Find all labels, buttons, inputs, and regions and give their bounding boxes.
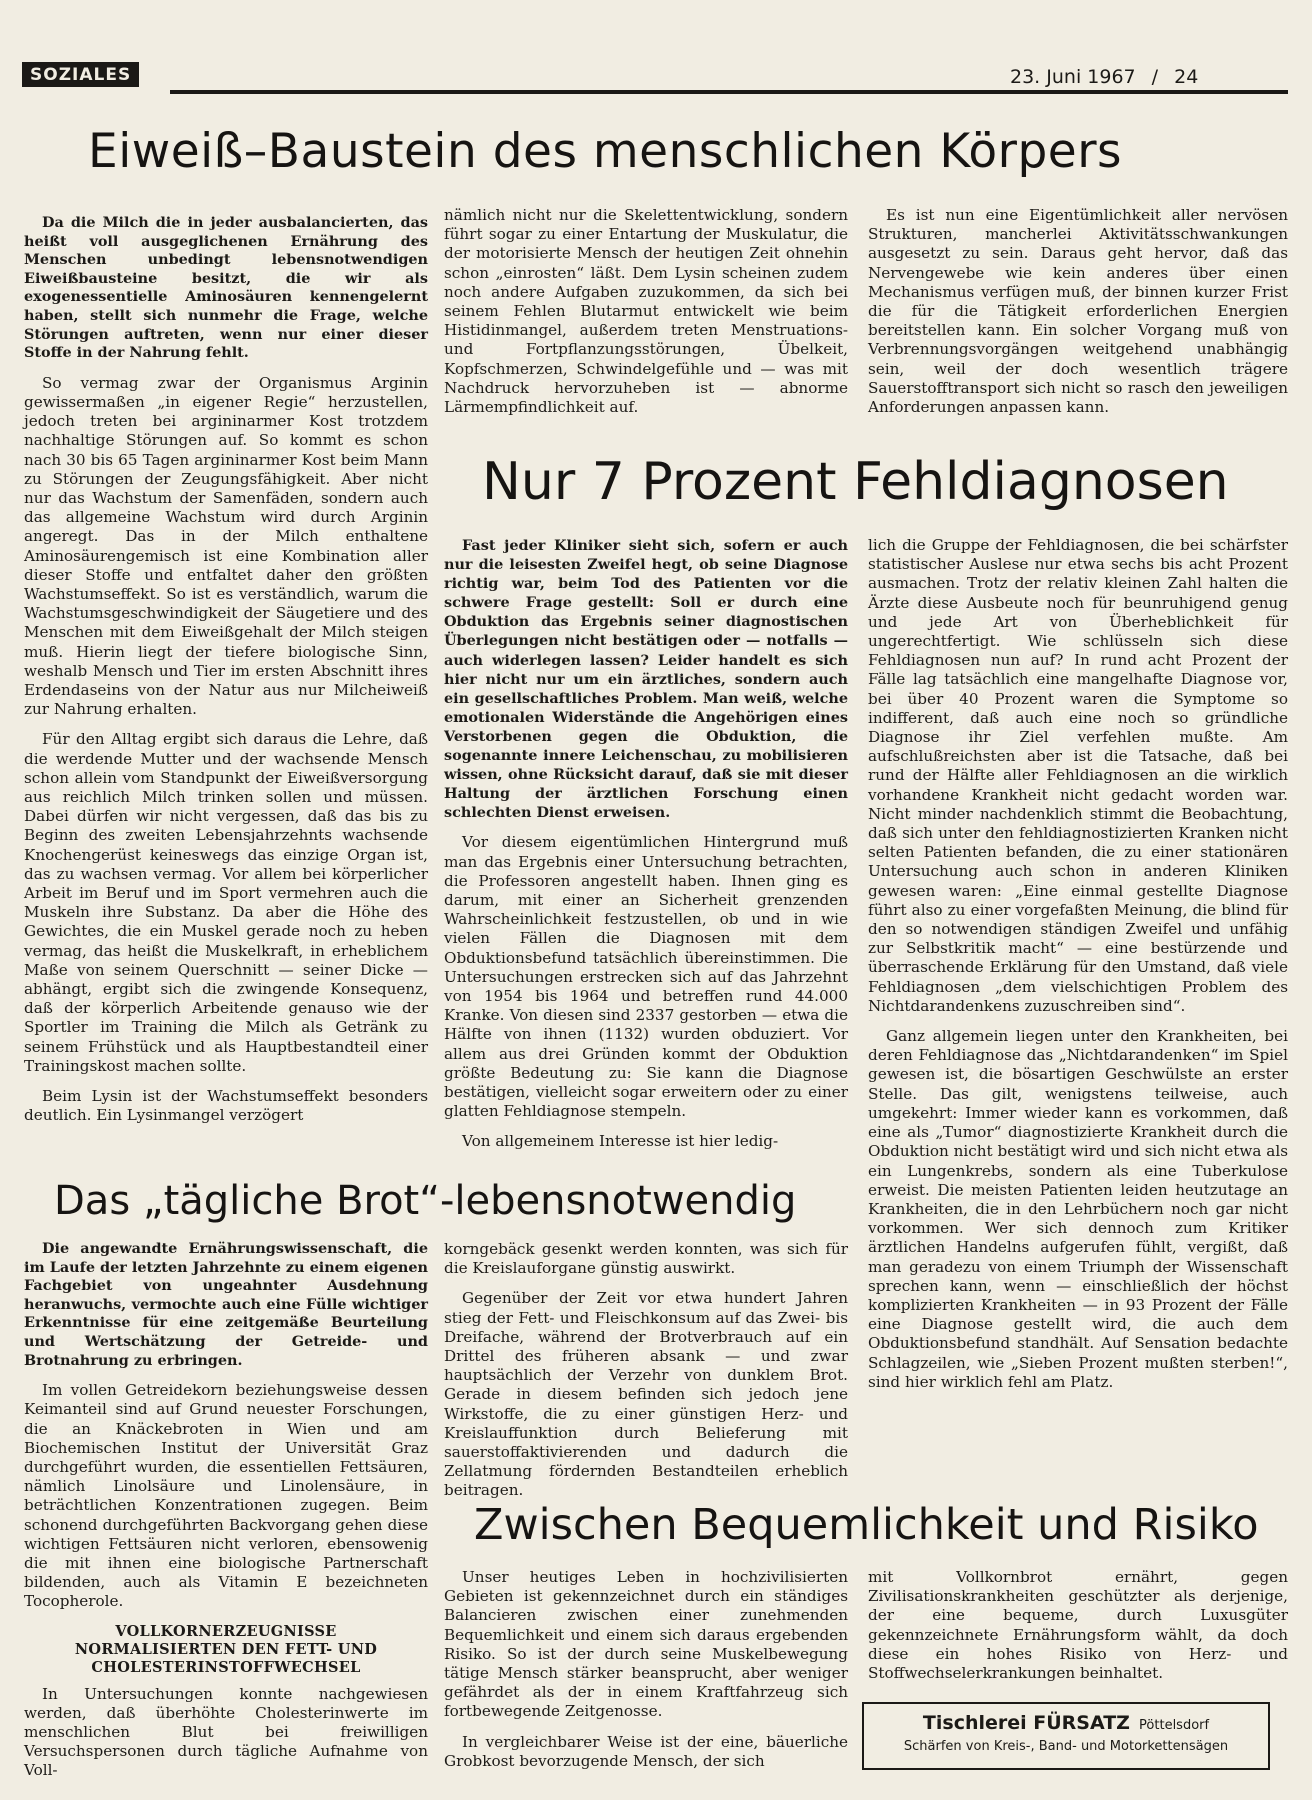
issue-date: 23. Juni 1967 xyxy=(1010,66,1136,88)
article1-paragraph: Beim Lysin ist der Wachstumseffekt besonders deutlich. Ein Lysinmangel verzögert xyxy=(24,1087,428,1125)
article3-col1 xyxy=(24,1240,428,1792)
article1-col1 xyxy=(24,214,428,1136)
article1-title: Eiweiß–Baustein des menschlichen Körpers xyxy=(88,124,1123,179)
article4-title: Zwischen Bequemlichkeit und Risiko xyxy=(474,1500,1259,1550)
article1-paragraph: So vermag zwar der Organismus Arginin gewissermaßen „in eigener Regie“ herzustellen, jedoch treten bei argininarmer Kost trotzdem nachhaltige Störungen auf. So kommt es schon nach 30 bis 65 Tagen argininarmer Kost beim Mann zu Störungen der Zeugungsfähigkeit. Aber nicht nur das Wachstum der Samenfäden, sondern auch das allgemeine Wachstum wird durch Arginin angeregt. Das in der Milch enthaltene Aminosäurengemisch ist eine Kombination aller dieser Stoffe und entfaltet daher den größten Wachstumseffekt. So ist es verständlich, warum die Wachstumsgeschwindigkeit der Säugetiere und des Menschen mit dem Eiweißgehalt der Milch steigen muß. Hierin liegt der tiefere biologische Sinn, weshalb Mensch und Tier im ersten Abschnitt ihres Erdendaseins von der Natur aus nur Milcheiweiß zur Nahrung erhalten. xyxy=(24,373,428,719)
article3-paragraph: korngebäck gesenkt werden konnten, was sich für die Kreislauforgane günstig auswirkt. xyxy=(444,1240,848,1278)
article2-paragraph: Ganz allgemein liegen unter den Krankheiten, bei deren Fehldiagnose das „Nichtdarandenken“ im Spiel gewesen ist, die bösartigen Geschwülste an erster Stelle. Das gilt, wenigstens teilweise, auch umgekehrt: Immer wieder kann es vorkommen, daß eine als „Tumor“ diagnostizierte Krankheit durch die Obduktion nicht bestätigt wird und sich nicht etwa als ein Lungenkrebs, sondern als eine Tuberkulose erweist. Die meisten Patienten leiden heutzutage an Krankheiten, die in den Lehrbüchern noch gar nicht vorkommen. Wer sich dennoch zum Kritiker ärztlichen Handelns aufgerufen fühlt, vergißt, daß man geradezu von einem Triumph der Wissenschaft sprechen kann, wenn — einschließlich der höchst komplizierten Krankheiten — in 93 Prozent der Fälle eine Diagnose gestellt wird, die auch dem Obduktionsbefund standhält. Auf Sensation bedachte Schlagzeilen, wie „Sieben Prozent mußten sterben!“, sind hier wirklich fehl am Platz. xyxy=(868,1027,1288,1391)
article2-paragraph: Vor diesem eigentümlichen Hintergrund muß man das Ergebnis einer Untersuchung betrachten, die Professoren angestellt haben. Ihnen ging es darum, mit einer an Sicherheit grenzenden Wahrscheinlichkeit festzustellen, ob und in wie vielen Fällen die Diagnosen mit dem Obduktionsbefund tatsächlich übereinstimmen. Die Untersuchungen erstrecken sich auf das Jahrzehnt von 1954 bis 1964 und betreffen rund 44.000 Kranke. Von diesen sind 2337 gestorben — etwa die Hälfte von ihnen (1132) wurden obduziert. Vor allem aus drei Gründen kommt der Obduktion größte Bedeutung zu: Sie kann die Diagnose bestätigen, vielleicht sogar erweitern oder zu einer glatten Fehldiagnose stempeln. xyxy=(444,833,848,1121)
article1-paragraph: nämlich nicht nur die Skelettentwicklung, sondern führt sogar zu einer Entartung der Muskulatur, die der motorisierte Mensch der heutigen Zeit ohnehin schon „einrosten“ läßt. Dem Lysin scheinen zudem noch andere Aufgaben zuzukommen, da sich bei seinem Fehlen Blutarmut entwickelt wie beim Histidinmangel, außerdem treten Menstruations- und Fortpflanzungsstörungen, Übelkeit, Kopfschmerzen, Schwindelgefühle und — was mit Nachdruck hervorzuheben ist — abnorme Lärmempfindlichkeit auf. xyxy=(444,206,848,417)
article3-paragraph: In Untersuchungen konnte nachgewiesen werden, daß überhöhte Cholesterinwerte im menschlichen Blut bei freiwilligen Versuchspersonen durch tägliche Aufnahme von Voll- xyxy=(24,1684,428,1780)
header-date-line xyxy=(1010,66,1198,88)
article4-paragraph: In vergleichbarer Weise ist der eine, bäuerliche Grobkost bevorzugende Mensch, der sich xyxy=(444,1732,848,1770)
advertisement-box xyxy=(862,1702,1270,1770)
section-tag: SOZIALES xyxy=(22,62,139,87)
page-number: 24 xyxy=(1174,66,1199,88)
article1-col3 xyxy=(868,206,1288,428)
article3-col2 xyxy=(444,1240,848,1512)
article3-lead: Die angewandte Ernährungswissenschaft, die im Laufe der letzten Jahrzehnte zu einem eigenen Fachgebiet von ungeahnter Ausdehnung heranwuchs, vermochte auch eine Fülle wichtiger Erkenntnisse für eine zeitgemäße Beurteilung und Wertschätzung der Getreide- und Brotnahrung zu erbringen. xyxy=(24,1240,428,1369)
article2-col1 xyxy=(444,536,848,1163)
article2-paragraph: Von allgemeinem Interesse ist hier ledig- xyxy=(462,1132,779,1151)
article3-title: Das „tägliche Brot“-lebensnotwendig xyxy=(54,1178,797,1224)
article3-paragraph: Gegenüber der Zeit vor etwa hundert Jahren stieg der Fett- und Fleischkonsum auf das Zwei- bis Dreifache, während der Brotverbrauch auf ein Drittel des früheren absank — und zwar hauptsächlich der Verzehr von dunklem Brot. Gerade in diesem befinden sich jedoch jene Wirkstoffe, die zu einer günstigen Herz- und Kreislauffunktion durch Belieferung mit sauerstoffaktivierenden und dadurch die Zellatmung fördernden Bestandteilen erheblich beitragen. xyxy=(444,1289,848,1500)
article2-paragraph: lich die Gruppe der Fehldiagnosen, die bei schärfster statistischer Auslese nur etwa sechs bis acht Prozent ausmachen. Trotz der relativ kleinen Zahl halten die Ärzte diese Ausbeute noch für beunruhigend genug und jede Art von Überheblichkeit für ungerechtfertigt. Wie schlüsseln sich diese Fehldiagnosen nun auf? In rund acht Prozent der Fälle lag tatsächlich eine mangelhafte Diagnose vor, bei über 40 Prozent waren die Symptome so indifferent, daß auch eine noch so gründliche Diagnose ihr Ziel verfehlen mußte. Am aufschlußreichsten aber ist die Tatsache, daß bei rund der Hälfte aller Fehldiagnosen an die wirklich vorhandene Krankheit nicht gedacht worden war. Nicht minder nachdenklich stimmt die Beobachtung, daß sich unter den fehldiagnostizierten Kranken nicht selten Patienten befanden, die zu einer stationären Untersuchung auch schon in anderen Kliniken gewesen waren: „Eine einmal gestellte Diagnose führt also zu einer vorgefaßten Meinung, die blind für den so notwendigen ständigen Zweifel und unfähig zur Selbstkritik macht“ — eine bestürzende und überraschende Erklärung für den Umstand, daß viele Fehldiagnosen „dem vielschichtigen Problem des Nichtdarandenkens zuzuschreiben sind“. xyxy=(868,536,1288,1015)
ad-location: Pöttelsdorf xyxy=(1139,1718,1210,1733)
article1-paragraph: Für den Alltag ergibt sich daraus die Lehre, daß die werdende Mutter und der wachsende Mensch schon allein vom Standpunkt der Eiweißversorgung aus reichlich Milch trinken sollen und müssen. Dabei dürfen wir nicht vergessen, daß das bis zu Beginn des zweiten Lebensjahrzehnts wachsende Knochengerüst keineswegs das einzige Organ ist, das zu wachsen vermag. Vor allem bei körperlicher Arbeit im Beruf und im Sport vermehren auch die Muskeln ihre Substanz. Da aber die Höhe des Gewichtes, die ein Muskel gerade noch zu heben vermag, das heißt die Muskelkraft, in erheblichem Maße von seinem Querschnitt — seiner Dicke — abhängt, ergibt sich die zwingende Konsequenz, daß der körperlich Arbeitende genauso wie der Sportler im Training die Milch als Getränk zu seinem Frühstück und als Hauptbestandteil einer Trainingskost machen sollte. xyxy=(24,730,428,1075)
article1-col2 xyxy=(444,206,848,428)
article3-paragraph: Im vollen Getreidekorn beziehungsweise dessen Keimanteil sind auf Grund neuester Forschungen, die an Knäckebroten in Wien und am Biochemischen Institut der Universität Graz durchgeführt wurden, die essentiellen Fettsäuren, nämlich Linolsäure und Linolensäure, in beträchtlichen Konzentrationen zugegen. Beim schonend durchgeführten Backvorgang gehen diese wichtigen Fettsäuren nicht verloren, ebensowenig die mit ihnen eine biologische Partnerschaft bildenden, auch als Vitamin E bezeichneten Tocopherole. xyxy=(24,1381,428,1611)
article3-subhead: VOLLKORNERZEUGNISSE NORMALISIERTEN DEN FETT- UND CHOLESTERINSTOFFWECHSEL xyxy=(74,1622,378,1676)
article4-paragraph: Unser heutiges Leben in hochzivilisierten Gebieten ist gekennzeichnet durch ein ständiges Balancieren zwischen einer zunehmenden Bequemlichkeit und einem sich daraus ergebenden Risiko. So ist der durch seine Muskelbewegung tätige Mensch stärker beansprucht, aber weniger gefährdet als der in einem Kraftfahrzeug sich fortbewegende Zeitgenosse. xyxy=(444,1568,848,1721)
header-rule xyxy=(170,90,1288,94)
article4-col1 xyxy=(444,1568,848,1782)
date-separator: / xyxy=(1151,66,1159,88)
article4-paragraph: mit Vollkornbrot ernährt, gegen Zivilisationskrankheiten geschützter als derjenige, der eine bequeme, durch Luxusgüter gekennzeichnete Ernährungsform wählt, da doch diese ein hohes Risiko von Herz- und Stoffwechselerkrankungen beinhaltet. xyxy=(868,1568,1288,1683)
article2-col2 xyxy=(868,536,1288,1403)
article2-title: Nur 7 Prozent Fehldiagnosen xyxy=(482,452,1229,512)
article1-lead: Da die Milch die in jeder ausbalancierten, das heißt voll ausgeglichenen Ernährung des Menschen unbedingt lebensnotwendigen Eiweißbausteine besitzt, die wir als exogenessentielle Aminosäuren kennengelernt haben, stellt sich nunmehr die Frage, welche Störungen auftreten, wenn nur einer dieser Stoffe in der Nahrung fehlt. xyxy=(24,214,428,362)
article1-paragraph: Es ist nun eine Eigentümlichkeit aller nervösen Strukturen, mancherlei Aktivitätsschwankungen ausgesetzt zu sein. Daraus geht hervor, daß das Nervengewebe wie kein anderes über einen Mechanismus verfügen muß, der binnen kurzer Frist die für die Tätigkeit erforderlichen Energien bereitstellen kann. Ein solcher Vorgang muß von Verbrennungsvorgängen weitgehend unabhängig sein, weil der doch wesentlich trägere Sauerstofftransport sich nicht so rasch den jeweiligen Anforderungen anpassen kann. xyxy=(868,206,1288,417)
article4-col2 xyxy=(868,1568,1288,1694)
ad-company-name: Tischlerei FÜRSATZ xyxy=(922,1712,1130,1734)
article2-lead: Fast jeder Kliniker sieht sich, sofern er auch nur die leisesten Zweifel hegt, ob seine Diagnose richtig war, beim Tod des Patienten vor die schwere Frage gestellt: Soll er durch eine Obduktion das Ergebnis seiner diagnostischen Überlegungen nicht bestätigen oder — notfalls — auch widerlegen lassen? Leider handelt es sich hier nicht nur um ein ärztliches, sondern auch ein gesellschaftliches Problem. Man weiß, welche emotionalen Widerstände die Angehörigen eines Verstorbenen gegen die Obduktion, die sogenannte innere Leichenschau, zu mobilisieren wissen, ohne Rücksicht darauf, daß sie mit dieser Haltung der ärztlichen Forschung einen schlechten Dienst erweisen. xyxy=(444,537,848,822)
ad-slogan: Schärfen von Kreis-, Band- und Motorkettensägen xyxy=(903,1739,1229,1754)
